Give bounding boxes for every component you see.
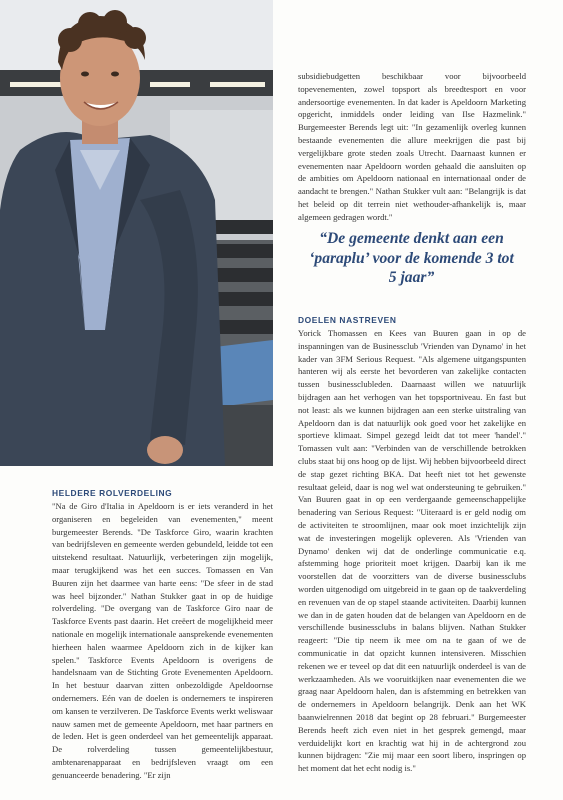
right-column-top-body: subsidiebudgetten beschikbaar voor bijvoorbeeld topevenementen, zowel topsport als breedtesport en voor andersoortige evenementen. In dat kader is Apeldoorn Marketing opgericht, inmiddels onder leiding van Ilse Hazmelink." Burgemeester Berends legt uit: "In gezamenlijk overleg kunnen bestaande evenementen die allure meekrijgen die past bij vergelijkbare grote steden zoals Utrecht. Daarnaast kunnen er evenementen naar Apeldoorn worden gehaald die aansluiten op de ambities om Apeldoorn nationaal en internationaal onder de aandacht te brengen." Nathan Stukker vult aan: "Belangrijk is dat het beleid op dit terrein niet wethouder-afhankelijk is, maar algemeen gedragen wordt." <box>298 71 526 222</box>
left-column <box>52 487 273 782</box>
left-column-body: "Na de Giro d'Italia in Apeldoorn is er iets veranderd in het organiseren en begeleiden van evenementen," meent burgemeester Berends. "De Taskforce Giro, waarin krachten van bedrijfsleven en gemeente werden gebundeld, leidde tot een uitstekend resultaat. Natuurlijk, verbeteringen zijn mogelijk, maar terugkijkend was het een succes. Tomassen en Van Buuren zijn het daarmee van harte eens: "De sfeer in de stad was heel bijzonder." Nathan Stukker gaat in op de huidige rolverdeling. "De overgang van de Taskforce Giro naar de Taskforce Events past daarin. Het creëert de mogelijkheid meer nationale en mogelijk internationale aansprekende evenementen hierheen halen waarmee Apeldoorn zich in de kijker kan spelen." Taskforce Events Apeldoorn is overigens de handelsnaam van de Stichting Grote Evenementen Apeldoorn. In het bestuur daarvan zitten onbezoldigde Apeldoornse ondernemers. Eén van de doelen is ondernemers te inspireren om kansen te verzilveren. De Taskforce Events werkt weliswaar nauw samen met de gemeente Apeldoorn, met haar partners en de leden. Het is geen onderdeel van het gemeentelijk apparaat. De rolverdeling tussen gemeentelijkbestuur, ambtenarenapparaat en bedrijfsleven vraagt om een genuanceerde benadering. "Er zijn <box>52 501 273 780</box>
pull-quote: “De gemeente denkt aan een ‘paraplu’ voor de komende 3 tot 5 jaar” <box>309 230 514 287</box>
right-column-top <box>298 70 526 224</box>
portrait-photo <box>0 0 273 466</box>
section-heading-rolverdeling: HELDERE ROLVERDELING <box>52 488 173 498</box>
right-column-body: Yorick Thomassen en Kees van Buuren gaan in op de inspanningen van de Businessclub 'Vrienden van Dynamo' in het kader van 3FM Serious Request. "Als algemene uitgangspunten hanteren wij als eerste het bevorderen van zakelijke contacten tussen businessclubleden. Daarnaast willen we natuurlijk bijdragen aan het verhogen van het topsportniveau. En fast but not least: als we kunnen bijdragen aan een sterke uitstraling van Apeldoorn dan is dat natuurlijk ook goed voor het zakelijke en sportieve klimaat. Simpel gezegd leidt dat tot meer 'handel'." Tomassen vult aan: "Verbinden van de verschillende betrokken clubs staat bij ons hoog op de lijst. Wij hebben bijvoorbeeld direct de stap gezet richting BKA. Dat heeft niet tot het gewenste resultaat geleid, daar is nog wel wat ondersteuning te gebruiken." Van Buuren gaat in op een verdergaande gemeenschappelijke benadering van Serious Request: "Uiteraard is er geld nodig om de activiteiten te stroomlijnen, maar ook moet inzichtelijk zijn wat de investeringen mogelijk opleveren. Als 'Vrienden van Dynamo' denken wij dat de onderlinge communicatie e.q. afstemming hoge prioriteit moet krijgen. Daarbij kan ik me voorstellen dat de voorzitters van de diverse businessclubs worden uitgenodigd om uitgebreid in te gaan op de taakverdeling en revenuen van de op stapel staande activiteiten. Daarbij kunnen we dan in de gaten houden dat de belangen van Apeldoorn en de verschillende businessclubs in balans blijven. Nathan Stukker reageert: "Die tip neem ik mee om na te gaan of we de communicatie in dat opzicht kunnen intensiveren. Misschien rekenen we er teveel op dat dit een natuurlijk onderdeel is van de werkzaamheden. Als we vooruitkijken naar evenementen die we graag naar Apeldoorn halen, dan is afstemming en betrekken van de ondernemers in Apeldoorn belangrijk. Denk aan het WK baanwielrennen 2018 dat begint op 28 februari." Burgemeester Berends heeft zich even niet in het gesprek gemengd, maar verduidelijkt kort en krachtig wat hij in de achtergrond zou kunnen bijdragen: "Zie mij maar een soort libero, inspringen op het moment dat het echt nodig is." <box>298 328 526 774</box>
right-column-bottom <box>298 314 526 775</box>
section-heading-doelen: DOELEN NASTREVEN <box>298 315 397 325</box>
